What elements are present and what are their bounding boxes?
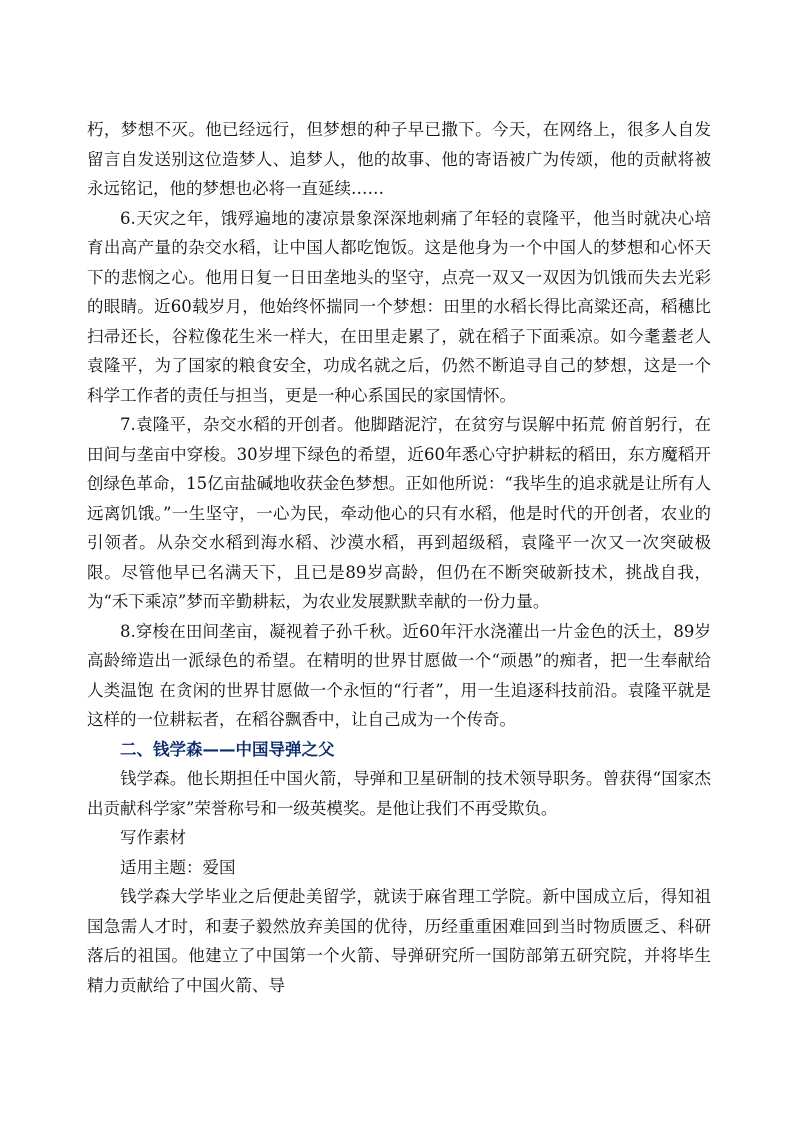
paragraph-6: 6.天灾之年，饿殍遍地的凄凉景象深深地刺痛了年轻的袁隆平，他当时就决心培育出高产量的杂交水稻，让中国人都吃饱饭。这是他身为一个中国人的梦想和心怀天下的悲悯之心。他用日复一日田垄地头的坚守，点亮一双又一双因为饥饿而失去光彩的眼睛。近60载岁月，他始终怀揣同一个梦想：田里的水稻长得比高粱还高，稻穗比扫帚还长，谷粒像花生米一样大，在田里走累了，就在稻子下面乘凉。如今耄耋老人袁隆平，为了国家的粮食安全，功成名就之后，仍然不断追寻自己的梦想，这是一个科学工作者的责任与担当，更是一种心系国民的家国情怀。 bbox=[87, 208, 711, 405]
paragraph-continuation: 朽，梦想不灭。他已经远行，但梦想的种子早已撒下。今天，在网络上，很多人自发留言自发送别这位造梦人、追梦人，他的故事、他的寄语被广为传颂，他的贡献将被永远铭记，他的梦想也必将一直延续…… bbox=[87, 120, 711, 198]
section-heading: 二、钱学森——中国导弹之父 bbox=[120, 739, 335, 759]
label-theme: 适用主题：爱国 bbox=[120, 857, 236, 877]
document-page bbox=[87, 115, 711, 1000]
paragraph-8: 8.穿梭在田间垄亩，凝视着子孙千秋。近60年汗水浇灌出一片金色的沃土，89岁高龄缔造出一派绿色的希望。在精明的世界甘愿做一个“顽愚”的痴者，把一生奉献给人类温饱 在贪闲的世界甘愿做一个永恒的“行者”，用一生追逐科技前沿。袁隆平就是这样的一位耕耘者，在稻谷飘香中，让自己成为一个传奇。 bbox=[87, 621, 711, 729]
paragraph-intro: 钱学森。他长期担任中国火箭，导弹和卫星研制的技术领导职务。曾获得“国家杰出贡献科学家”荣誉称号和一级英模奖。是他让我们不再受欺负。 bbox=[87, 769, 711, 818]
paragraph-7: 7.袁隆平，杂交水稻的开创者。他脚踏泥泞，在贫穷与误解中拓荒 俯首躬行，在田间与垄亩中穿梭。30岁埋下绿色的希望，近60年悉心守护耕耘的稻田，东方魔稻开创绿色革命，15亿亩盐碱地收获金色梦想。正如他所说：“我毕生的追求就是让所有人远离饥饿。”一生坚守，一心为民，牵动他心的只有水稻，他是时代的开创者，农业的引领者。从杂交水稻到海水稻、沙漠水稻，再到超级稻，袁隆平一次又一次突破极限。尽管他早已名满天下，且已是89岁高龄，但仍在不断突破新技术，挑战自我，为“禾下乘凉”梦而辛勤耕耘，为农业发展默默幸献的一份力量。 bbox=[87, 415, 711, 611]
paragraph-story: 钱学森大学毕业之后便赴美留学，就读于麻省理工学院。新中国成立后，得知祖国急需人才时，和妻子毅然放弃美国的优待，历经重重困难回到当时物质匮乏、科研落后的祖国。他建立了中国第一个火箭、导弹研究所一国防部第五研究院，并将毕生精力贡献给了中国火箭、导 bbox=[87, 887, 711, 995]
label-writing-material: 写作素材 bbox=[120, 828, 186, 847]
